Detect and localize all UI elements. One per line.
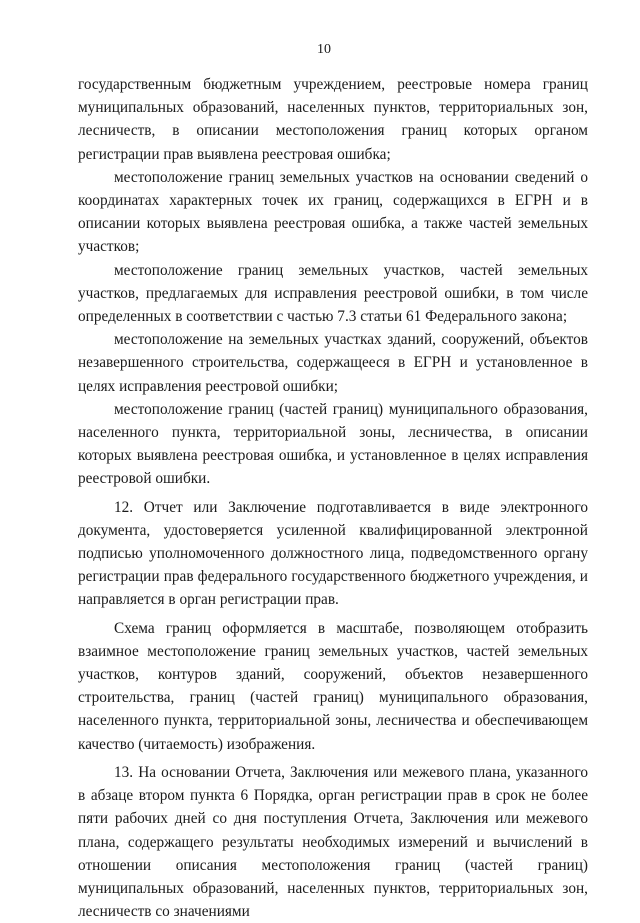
paragraph-proposed-boundaries: местоположение границ земельных участков, частей земельных участков, предлагаемых для исправления реестровой ошибки, в том числе определенных в соответствии с частью 7.3 статьи 61 Федерального закона;	[78, 261, 588, 326]
paragraph-item-13: 13. На основании Отчета, Заключения или межевого плана, указанного в абзаце втором пункта 6 Порядка, орган регистрации прав в срок не более пяти рабочих дней со дня поступления Отчета, Заключения или межевого плана, содержащего результаты необходимых измерений и вычислений в отношении описания местоположения границ (частей границ) муниципальных образований, населенных пунктов, территориальных зон, лесничеств со значениями	[78, 763, 588, 921]
paragraph-continuation: государственным бюджетным учреждением, реестровые номера границ муниципальных образований, населенных пунктов, территориальных зон, лесничеств, в описании местоположения границ которых органом регистрации прав выявлена реестровая ошибка;	[78, 76, 588, 163]
paragraph-buildings-location: местоположение на земельных участках зданий, сооружений, объектов незавершенного строительства, содержащееся в ЕГРН и установленное в целях исправления реестровой ошибки;	[78, 331, 588, 395]
paragraph-land-plots-location: местоположение границ земельных участков на основании сведений о координатах характерных точек их границ, содержащихся в ЕГРН и в описании которых выявлена реестровая ошибка, а также частей земельных участков;	[78, 168, 588, 256]
paragraph-boundary-scheme: Схема границ оформляется в масштабе, позволяющем отобразить взаимное местоположение границ земельных участков, частей земельных участков, контуров зданий, сооружений, объектов незавершенного строительства, границ (частей границ) муниципального образования, населенного пункта, территориальной зоны, лесничества и обеспечивающем качество (читаемость) изображения.	[78, 619, 588, 753]
paragraph-municipal-boundaries: местоположение границ (частей границ) муниципального образования, населенного пункта, территориальной зоны, лесничества, в описании которых выявлена реестровая ошибка, и установленное в целях исправления реестровой ошибки.	[78, 400, 588, 488]
paragraph-item-12: 12. Отчет или Заключение подготавливается в виде электронного документа, удостоверяется усиленной квалифицированной электронной подписью уполномоченного должностного лица, подведомственного органу регистрации прав федерального государственного бюджетного учреждения, и направляется в орган регистрации прав.	[78, 498, 588, 609]
page-number: 10	[317, 42, 331, 57]
